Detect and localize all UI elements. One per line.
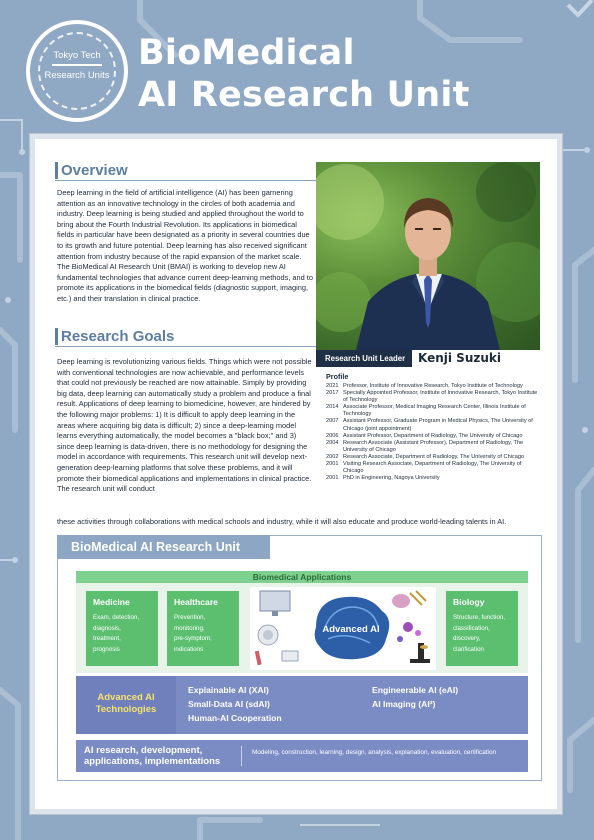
overview-text: Deep learning in the field of artificial intelligence (AI) has been garnering attention as an innovative technology in the circles of both academia and industry. Deep learning is being studied and applied throughout the world to bring about the Fourth Industrial Revolution. Its applications in biomedical fields in particular have been designated as a priority in several countries due to its growth and future potential. Deep learning has also received significant attention from industry because of the rapid expansion of the market scale. The BioMedical AI Research Unit (BMAI) is working to develop new AI fundamental technologies that advance current deep-learning methods, and to promote its applications in the biomedical fields (diagnostic support, imaging, etc.) and their translation in clinical practice. (57, 188, 313, 303)
profile-text: Research Associate, Department of Radiology, The University of Chicago (343, 453, 525, 460)
profile-year: 2021 (326, 383, 339, 389)
portrait-illustration (316, 162, 540, 350)
tech-label-line1: Advanced AI (97, 692, 155, 703)
profile-entry (326, 404, 540, 418)
research-goals-heading: Research Goals (55, 327, 317, 347)
profile-text: Assistant Professor, Graduate Program in Medical Physics, The University of Chicago (joint appointment) (343, 418, 533, 432)
leader-photo (316, 162, 540, 350)
biology-title: Biology (453, 597, 485, 607)
advanced-ai-label: Advanced AI (322, 624, 380, 635)
ai-brain-illustration (250, 587, 436, 670)
medicine-items (86, 608, 158, 655)
profile-entry (326, 383, 540, 390)
profile-year: 2007 (326, 418, 339, 425)
small-data-ai: Small-Data AI (sdAI) (188, 699, 270, 709)
biology-item: classification, (453, 624, 490, 632)
profile-year: 2001 (326, 475, 339, 482)
logo-text-line1: Tokyo Tech (53, 50, 101, 61)
profile-text: Assistant Professor, Department of Radiology, The University of Chicago (343, 432, 523, 439)
engineerable-ai: Engineerable AI (eAI) (372, 685, 459, 695)
profile-entry (326, 461, 540, 475)
profile-text: PhD in Engineering, Nagoya University (343, 475, 440, 482)
profile-year: 2014 (326, 404, 339, 411)
leader-name: Kenji Suzuki (412, 350, 540, 367)
profile-year: 2004 (326, 439, 339, 446)
research-band-text: Modeling, construction, learning, design, analysis, explanation, evaluation, certification (252, 749, 497, 756)
medicine-item: prognosis (93, 645, 120, 653)
unit-diagram-title: BioMedical AI Research Unit (57, 535, 270, 559)
page-title (138, 32, 470, 116)
research-band-divider (241, 746, 242, 766)
explainable-ai: Explainable AI (XAI) (188, 685, 269, 695)
profile-entry (326, 440, 540, 454)
research-band (76, 740, 528, 772)
medicine-item: Exam, detection, (93, 614, 140, 621)
profile-year: 2017 (326, 390, 339, 397)
biology-item: clarification (453, 645, 484, 653)
biomedical-applications-band: Biomedical Applications (76, 571, 528, 583)
profile-entry (326, 390, 540, 404)
healthcare-title: Healthcare (174, 597, 218, 607)
leader-bar (316, 350, 540, 367)
medicine-title: Medicine (93, 597, 130, 607)
advanced-ai-illustration (250, 587, 436, 670)
human-ai-cooperation: Human-AI Cooperation (188, 713, 282, 723)
profile-entry (326, 475, 540, 482)
profile-year: 2006 (326, 432, 339, 439)
tech-label-line2: Technologies (95, 704, 157, 715)
research-goals-text-continued: these activities through collaborations with medical schools and industry, while it will also educate and produce world-leading talents in AI. (57, 517, 507, 526)
research-goals-text: Deep learning is revolutionizing various fields. Things which were not possible with conventional technologies are now achievable, and performance levels that could not previously be reached are now attainable. Simply by providing big data, deep learning can automatically study a problem and produce a final result. Applications of deep learning to biomedicine, however, are hindered by the following major problems: 1) It is difficult to apply deep learning in the areas where acquiring big data is difficult; 2) since a deep-learning model learns everything automatically, the model becomes a "black box;" and 3) since deep learning is data-driven, there is no methodology for designing the model in accordance with requirements. This research unit will develop next-generation deep-learning platforms that solve these problems, and it will promote their biomedical applications and implementations in clinical practice. The research unit will conduct (57, 357, 312, 494)
biology-items (446, 608, 518, 655)
profile-text: Professor, Institute of Innovative Research, Tokyo Institute of Technology (343, 383, 523, 389)
healthcare-item: pre-symptom, (174, 635, 212, 642)
profile-text: Specially Appointed Professor, Institute of Innovative Research, Tokyo Institute of Technology (343, 390, 538, 404)
biology-column (444, 589, 520, 668)
tokyo-tech-logo (26, 20, 128, 122)
research-label-line2: applications, implementations (84, 756, 221, 767)
profile-entry (326, 418, 540, 432)
overview-heading: Overview (55, 161, 317, 181)
leader-label: Research Unit Leader (325, 354, 406, 363)
profile-year: 2001 (326, 461, 339, 468)
healthcare-items (167, 608, 239, 655)
biology-item: Structure, function, (453, 614, 505, 621)
profile-text: Research Associate (Assistant Professor), Department of Radiology, The University of Chicago (343, 439, 524, 453)
medicine-item: diagnosis, (93, 624, 121, 632)
research-band-label (84, 745, 244, 767)
research-label-line1: AI research, development, (84, 745, 203, 756)
profile-heading: Profile (326, 372, 349, 381)
profile-text: Associate Professor, Medical Imaging Research Center, Illinois Institute of Technology (343, 404, 526, 418)
ai-imaging: AI Imaging (AI²) (372, 699, 436, 709)
healthcare-column (165, 589, 241, 668)
healthcare-item: indications (174, 645, 204, 653)
profile-entry (326, 433, 540, 440)
page-title-line2: AI Research Unit (138, 75, 470, 115)
healthcare-item: Prevention, (174, 614, 206, 621)
healthcare-item: monitoring, (174, 624, 205, 632)
profile-entry (326, 454, 540, 461)
biology-item: discovery, (453, 635, 481, 642)
page-title-line1: BioMedical (138, 33, 355, 73)
logo-divider (52, 64, 102, 66)
content-card (30, 134, 562, 814)
advanced-ai-technologies-label (76, 676, 176, 734)
medicine-item: treatment, (93, 635, 121, 642)
profile-year: 2002 (326, 453, 339, 460)
medicine-column (84, 589, 160, 668)
profile-section (326, 372, 540, 482)
profile-text: Visiting Research Associate, Department of Radiology, The University of Chicago (343, 461, 522, 475)
unit-diagram (57, 535, 542, 781)
applications-area (76, 583, 528, 673)
advanced-ai-technologies-band (76, 676, 528, 734)
logo-text-line2: Research Units (44, 70, 110, 81)
